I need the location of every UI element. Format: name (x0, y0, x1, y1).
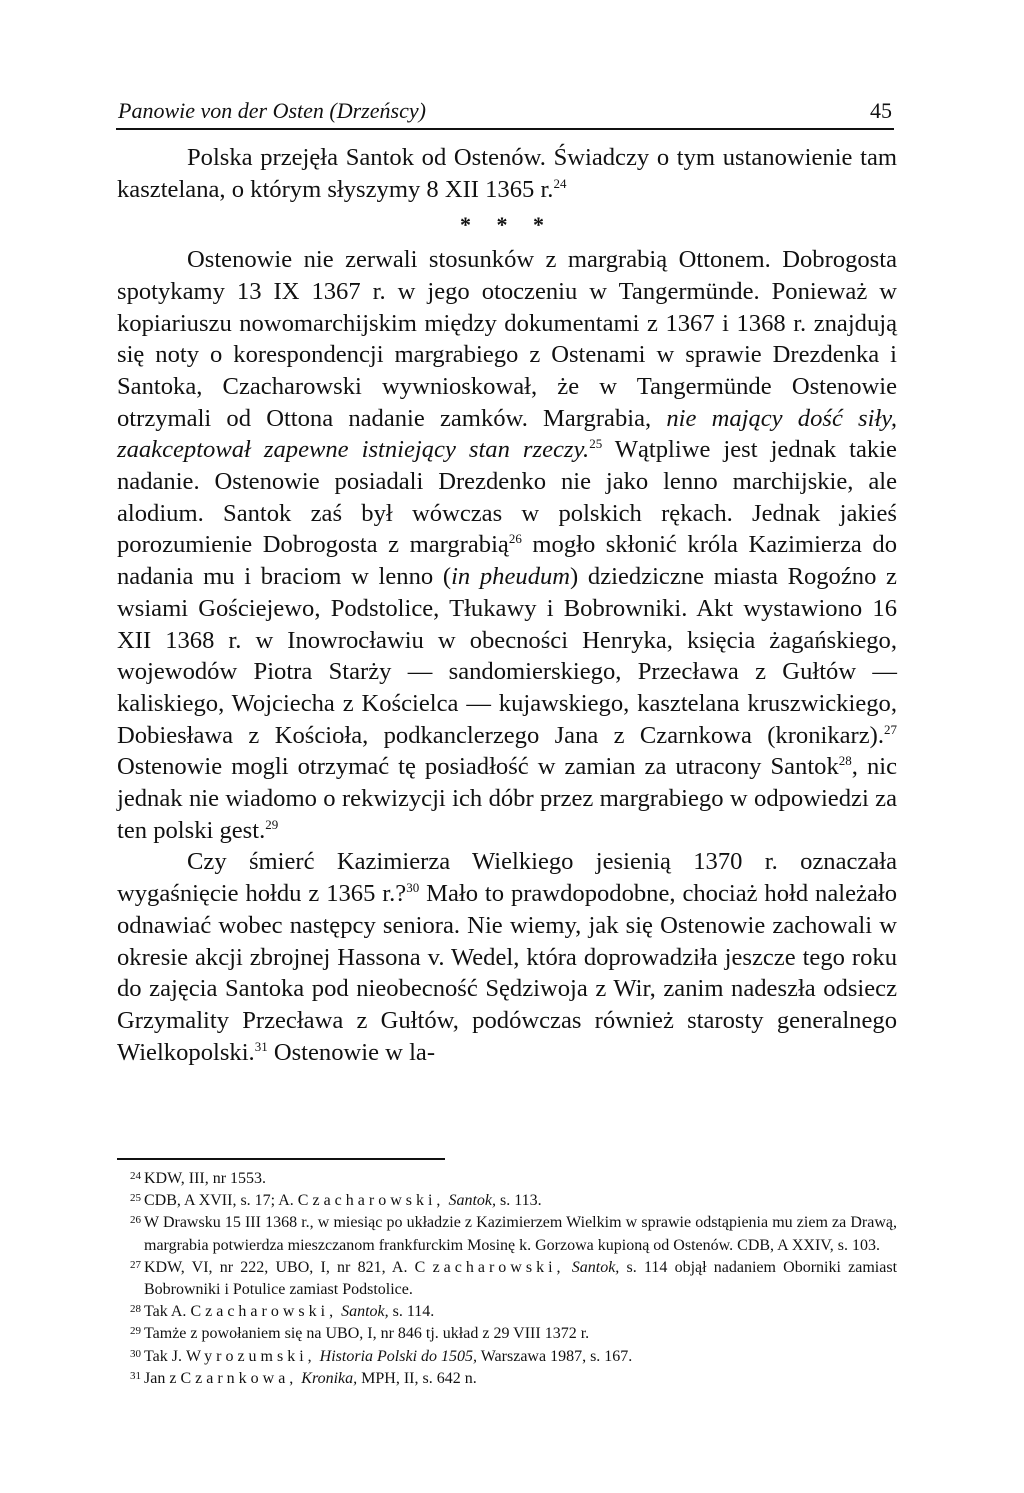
page-header (116, 98, 894, 130)
footnote (117, 1190, 897, 1212)
footnote-text-part: Tak A. (144, 1303, 187, 1321)
footnote-text (144, 1257, 897, 1301)
paragraph-text: Ostenowie w la- (273, 1038, 436, 1066)
footnote-ref: 27 (884, 721, 897, 737)
footnote-text-part: KDW, III, nr 1553. (144, 1170, 267, 1187)
footnote-text (144, 1346, 897, 1368)
footnote-text (144, 1368, 897, 1390)
footnote-number: 27 (130, 1258, 141, 1271)
paragraph-text: Mało to prawdopodobne, chociaż hołd należało odnawiać wobec następcy seniora. Nie wiemy, jak się Ostenowie zachowali w okresie akcji zbrojnej Hassona v. Wedel, która doprowadziła jeszcze tego roku do zajęcia Santoka pod nieobecność Sędziwoja z Wir, zanim nadeszła odsiecz Grzymality Przecława z Gułtów, podówczas również starosty generalnego Wielkopolski. (117, 880, 897, 1066)
paragraph-text: mogło skłonić króla Kazimierza do nadania mu i braciom w lenno ( (117, 531, 897, 591)
footnote (117, 1323, 897, 1345)
footnote-text (144, 1323, 897, 1345)
work-title: Santok, (571, 1258, 620, 1276)
work-title: Santok, (341, 1303, 389, 1321)
footnote-ref: 28 (838, 753, 852, 769)
footnote (117, 1257, 897, 1301)
paragraph-text: , nic jednak nie wiadomo o rekwizycji ich dóbr przez margrabiego w odpowiedzi za ten polski gest. (117, 753, 897, 844)
footnote-number: 24 (130, 1170, 141, 1182)
paragraph-text: ) dziedziczne miasta Rogoźno z wsiami Gościejewo, Podstolice, Tłukawy i Bobrowniki. Akt wystawiono 16 XII 1368 r. w Inowrocławiu w obecności Henryka, księcia żagańskiego, wojewodów Piotra Starży — sandomierskiego, Przecława z Gułtów — kaliskiego, Wojciecha z Kościelca — kujawskiego, kasztelana kruszwickiego, Dobiesława z Kościoła, podkanclerzego Jana z Czarnkowa (kronikarz). (117, 563, 897, 749)
footnote (117, 1368, 897, 1390)
footnote-ref: 25 (589, 436, 603, 452)
footnote-ref: 29 (265, 816, 279, 832)
footnote-text-part: Warszawa 1987, s. 167. (480, 1347, 633, 1365)
main-text (117, 142, 897, 1068)
footnote-text-part: MPH, II, s. 642 n. (361, 1369, 477, 1387)
footnote-ref: 30 (406, 879, 420, 895)
footnote-text-part: Jan z (144, 1369, 177, 1387)
footnote-text (144, 1190, 897, 1212)
paragraph-text: Polska przejęła Santok od Ostenów. Świadczy o tym ustanowienie tam kasztelana, o którym słyszymy 8 XII 1365 r. (117, 144, 897, 203)
page-number: 45 (870, 98, 892, 123)
paragraph-text: Czy śmierć Kazimierza Wielkiego jesienią 1370 r. oznaczała wygaśnięcie hołdu z 1365 r.? (117, 848, 897, 908)
footnote (117, 1346, 897, 1368)
author-name: Czacharowski, (190, 1303, 338, 1321)
footnote-text-part: CDB, A XVII, s. 17; A. (144, 1192, 294, 1210)
paragraph-text: Ostenowie nie zerwali stosunków z margrabią Ottonem. Dobrogosta spotykamy 13 IX 1367 r. w jego otoczeniu w Tangermünde. Ponieważ w kopiariuszu nowomarchijskim między dokumentami z 1367 i 1368 r. znajdują się noty o korespondencji margrabiego z Ostenami w sprawie Drezdenka i Santoka, Czacharowski wywnioskował, że w Tangermünde Ostenowie otrzymali od Ottona nadanie zamków. Margrabia, (117, 246, 897, 432)
footnote-number: 30 (130, 1347, 141, 1360)
paragraph-text: Wątpliwe jest jednak takie nadanie. Ostenowie posiadali Drezdenko nie jako lenno marchijskie, ale alodium. Santok zaś był wówczas w polskich rękach. Jednak jakieś porozumienie Dobrogosta z margrabią (117, 436, 897, 559)
footnote-divider (117, 1158, 445, 1160)
section-separator: * * * (460, 212, 554, 238)
footnote-number: 31 (130, 1369, 141, 1382)
footnote-text-part: Tamże z powołaniem się na UBO, I, nr 846 tj. układ z 29 VIII 1372 r. (144, 1325, 590, 1343)
footnote-text (144, 1168, 897, 1190)
author-name: Czacharowski, (297, 1192, 445, 1210)
author-name: Czarnkowa, (180, 1369, 298, 1387)
italic-quote: nie mający dość siły, zaakceptował zapewne istniejący stan rzeczy. (117, 404, 897, 464)
footnote-ref: 26 (508, 531, 522, 547)
footnote-text-part: s. 114. (392, 1303, 435, 1321)
footnote-number: 29 (130, 1325, 141, 1338)
paragraph-text: Ostenowie mogli otrzymać tę posiadłość w zamian za utracony Santok (117, 753, 839, 781)
paragraph-3 (117, 846, 897, 1068)
footnote-text-part: s. 113. (499, 1192, 542, 1210)
author-name: zacharowski, (432, 1258, 565, 1276)
work-title: Santok, (448, 1192, 496, 1210)
footnote-text (144, 1301, 897, 1323)
italic-term: in pheudum (451, 563, 571, 591)
footnote (117, 1212, 897, 1256)
paragraph-1 (117, 142, 897, 205)
footnote-text-part: KDW, VI, nr 222, UBO, I, nr 821, A. C (144, 1258, 426, 1276)
work-title: Kronika, (301, 1369, 358, 1387)
footnote-text (144, 1212, 897, 1256)
footnote-number: 25 (130, 1192, 141, 1205)
footnote (117, 1168, 897, 1190)
footnote-number: 26 (130, 1214, 141, 1227)
footnote-ref: 24 (553, 175, 567, 191)
footnote-ref: 31 (254, 1038, 268, 1054)
footnote-text-part: W Drawsku 15 III 1368 r., w miesiąc po układzie z Kazimierzem Wielkim w sprawie odstąpienia mu ziem za Drawą, margrabia potwierdza mieszczanom frankfurckim Mosinę k. Gorzowa kupioną od Ostenów. CDB, A XXIV, s. 103. (144, 1214, 897, 1254)
paragraph-2 (117, 244, 897, 846)
footnotes (117, 1168, 897, 1390)
author-name: Wyrozumski, (185, 1347, 316, 1365)
running-title: Panowie von der Osten (Drzeńscy) (118, 98, 426, 123)
footnote-text-part: s. 114 objął nadaniem Oborniki zamiast Bobrowniki i Potulice zamiast Podstolice. (144, 1258, 898, 1299)
work-title: Historia Polski do 1505, (319, 1347, 478, 1365)
footnote-text-part: Tak J. (144, 1347, 182, 1365)
footnote (117, 1301, 897, 1323)
footnote-number: 28 (130, 1303, 141, 1316)
